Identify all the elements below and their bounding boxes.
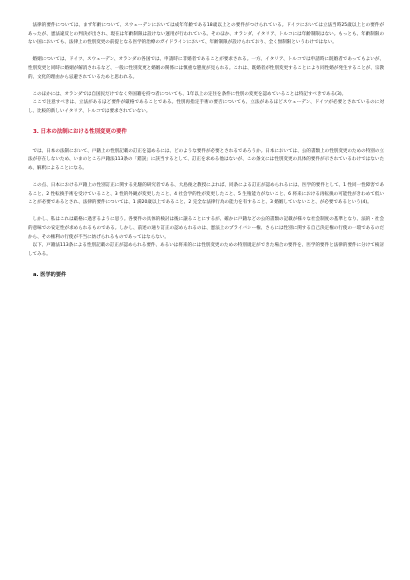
paragraph-marriage-requirement: 婚姻については、ドイツ、スウェーデン、オランダの各国では、申請時に非婚者であることが要求される。一方、イタリア、トルコでは申請時に既婚者であってもよいが、性別変更と同時に婚姻が解消されるなど、一般に性別変更と婚姻の関係には慎重な態度が見られる。これは、既婚者が性別変更することにより同性婚が発生することが、宗教的、文化的理由から忌避されているためと思われる。 [28, 57, 384, 80]
document-body [28, 22, 384, 280]
paragraph-netherlands-residency: このほかには、オランダでは自国民だけでなく外国籍を持つ者についても、1年以上の定住を条件に性別の変更を認めていることは特記すべきである(3)。 [32, 91, 347, 97]
paragraph-oshima-requirements: この点、日本における戸籍上の性別訂正に関する先駆的研究者である、大島俊之教授によれば、同条による訂正が認められるには、医学的要件として、1 性同一性障害であること、2 性転換手術を受けていること、3 性的外観が変更したこと、4 社会学的性が変更したこと、5 生殖能力がないこと、6 将来における再転換の可能性がきわめて低いことが必要であるとされ、法律的要件については、1 満20歳以上であること、2 完全な法律行為の能力を有すること、3 婚姻していないこと、が必要であるという(4)。 [28, 183, 384, 206]
subsection-heading-medical: a. 医学的要件 [33, 271, 67, 278]
section-heading-japan: 3. 日本の法制における性別変更の要件 [33, 128, 127, 135]
paragraph-strictness-note: ここで注意すべきは、立法があるほど要件が厳格であることである。性別再指定手術の要否についても、立法があるほどスウェーデン、ドイツが必要とされているのに対し、比較的新しいイタリア、トルコでは要求されていない。 [28, 100, 384, 115]
paragraph-legal-requirements-age: 法律的要件については、まず年齢について、スウェーデンにおいては成年年齢である18歳以上との要件がつけられている。ドイツにおいては立法当時25歳以上との要件があったが、憲法違反との判決が出され、現在は年齢制限は設けない運用が行われている。そのほか、オランダ、イタリア、トルコには年齢制限はない。もっとも、年齢制限のない国においても、法律上の性別変更の前提となる医学的治療のガイドラインにおいて、年齢制限が設けられており、全く無制限というわけではない。 [28, 23, 384, 46]
paragraph-author-opinion: しかし、私はこれは厳格に過ぎるように思う。各要件の具体的検討は後に譲ることにするが、確かに戸籍などの公的書類の記載が様々な社会制度の基準となり、法的・社会的意味での安定性が求められるものである。しかし、前述の通り訂正の認められるのは、憲法上のプライバシー権、さらには性別に関する自己決定権の行使の一環であるのだから、その権利の行使が不当に妨げられるものであってはならない。 [28, 217, 384, 240]
paragraph-japan-koseki-law: では、日本の法制において、戸籍上の性別記載の訂正を認めるには、どのような要件が必要とされるであろうか。日本においては、公的書類上の性別変更のための特別の立法が存在しないため、いまのところ戸籍法113条の「錯誤」に該当するとして、訂正を求める他はないが、この条文には性別変更の具体的要件が示されているわけではないため、解釈によることになる。 [28, 148, 384, 171]
paragraph-following-discussion: 以下、戸籍法113条による性別記載の訂正が認められる要件、あるいは将来的には性別変更のための特別規定ができた場合の要件を、医学的要件と法律的要件に分けて検討してみる。 [28, 243, 384, 258]
